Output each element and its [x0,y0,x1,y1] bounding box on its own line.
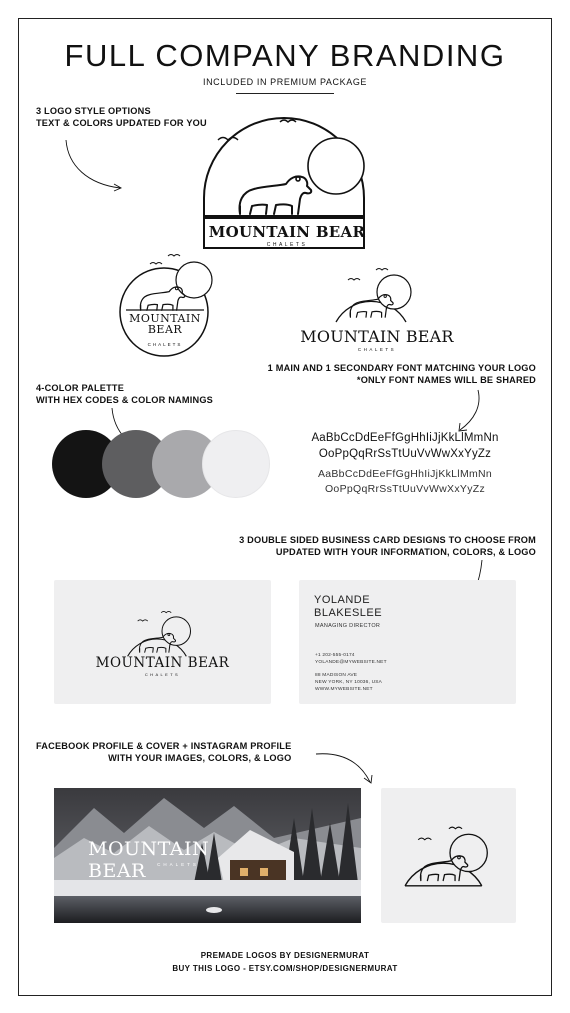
card-website: WWW.MYWEBSITE.NET [315,687,373,692]
cover-wordmark: MOUNTAIN BEAR [88,838,210,882]
palette-callout [36,382,213,406]
card-address [315,672,382,693]
card-phone-email [315,652,387,666]
callout-line: *ONLY FONT NAMES WILL BE SHARED [356,375,536,385]
font-sample-line: OoPpQqRrSsTtUuVvWwXxYyZz [318,448,492,460]
card-phone: +1 202-555-0174 [315,653,355,658]
logo-horizontal-icon [332,262,422,324]
callout-line: WITH YOUR IMAGES, COLORS, & LOGO [108,753,292,763]
social-callout [36,740,291,764]
callout-line: UPDATED WITH YOUR INFORMATION, COLORS, & LOGO [275,547,536,557]
arrow-icon [312,748,376,788]
title-divider [236,93,334,94]
logo-options-callout [36,105,207,129]
logo-circle-wordmark [118,313,212,335]
callout-line: 4-COLOR PALETTE [36,383,125,393]
card-address-line: 88 MADISON AVE [315,673,358,678]
color-swatch-4 [202,430,270,498]
callout-line: TEXT & COLORS UPDATED FOR YOU [36,118,207,128]
callout-line: WITH HEX CODES & COLOR NAMINGS [36,395,213,405]
logo-horizontal-tagline: CHALETS [357,347,397,352]
instagram-logo-icon [400,820,500,888]
footer [0,949,570,975]
card-tagline: CHALETS [144,672,181,677]
font-sample-line: AaBbCcDdEeFfGgHhIiJjKkLlMmNn [311,432,499,444]
card-logo-icon [124,606,200,658]
main-font-sample [290,430,520,462]
footer-shop-link[interactable]: BUY THIS LOGO - ETSY.COM/SHOP/DESIGNERMURAT [172,964,398,973]
logo-main-wordmark: MOUNTAIN BEAR [208,223,366,241]
font-sample-line: OoPpQqRrSsTtUuVvWwXxYyZz [324,483,486,495]
card-wordmark: MOUNTAIN BEAR [95,655,230,671]
card-role: MANAGING DIRECTOR [315,623,381,629]
card-last-name: BLAKESLEE [314,607,383,619]
callout-line: FACEBOOK PROFILE & COVER + INSTAGRAM PROFILE [36,741,292,751]
secondary-font-sample [290,467,520,497]
logo-circle-tagline: CHALETS [147,342,183,347]
page-title: FULL COMPANY BRANDING [64,38,506,73]
callout-line: 3 LOGO STYLE OPTIONS [36,106,151,116]
callout-line: 1 MAIN AND 1 SECONDARY FONT MATCHING YOUR LOGO [267,363,536,373]
arrow-icon [58,136,128,196]
wordmark-line: BEAR [147,323,183,336]
font-sample-line: AaBbCcDdEeFfGgHhIiJjKkLlMmNn [317,468,493,480]
footer-credit: PREMADE LOGOS BY DESIGNERMURAT [200,951,370,960]
business-card-callout [150,534,536,558]
card-first-name: YOLANDE [314,594,371,606]
logo-horizontal-wordmark: MOUNTAIN BEAR [300,327,454,346]
cover-tagline: CHALETS [157,862,199,867]
card-contact-name [314,594,382,620]
logo-main-tagline: CHALETS [266,242,308,248]
wordmark-line: MOUNTAIN [129,312,201,325]
card-address-line: NEW YORK, NY 10036, USA [315,680,383,685]
card-email: YOLANDE@MYWEBSITE.NET [315,660,387,665]
font-callout [210,362,536,386]
page-subtitle: INCLUDED IN PREMIUM PACKAGE [202,77,368,87]
callout-line: 3 DOUBLE SIDED BUSINESS CARD DESIGNS TO CHOOSE FROM [239,535,536,545]
